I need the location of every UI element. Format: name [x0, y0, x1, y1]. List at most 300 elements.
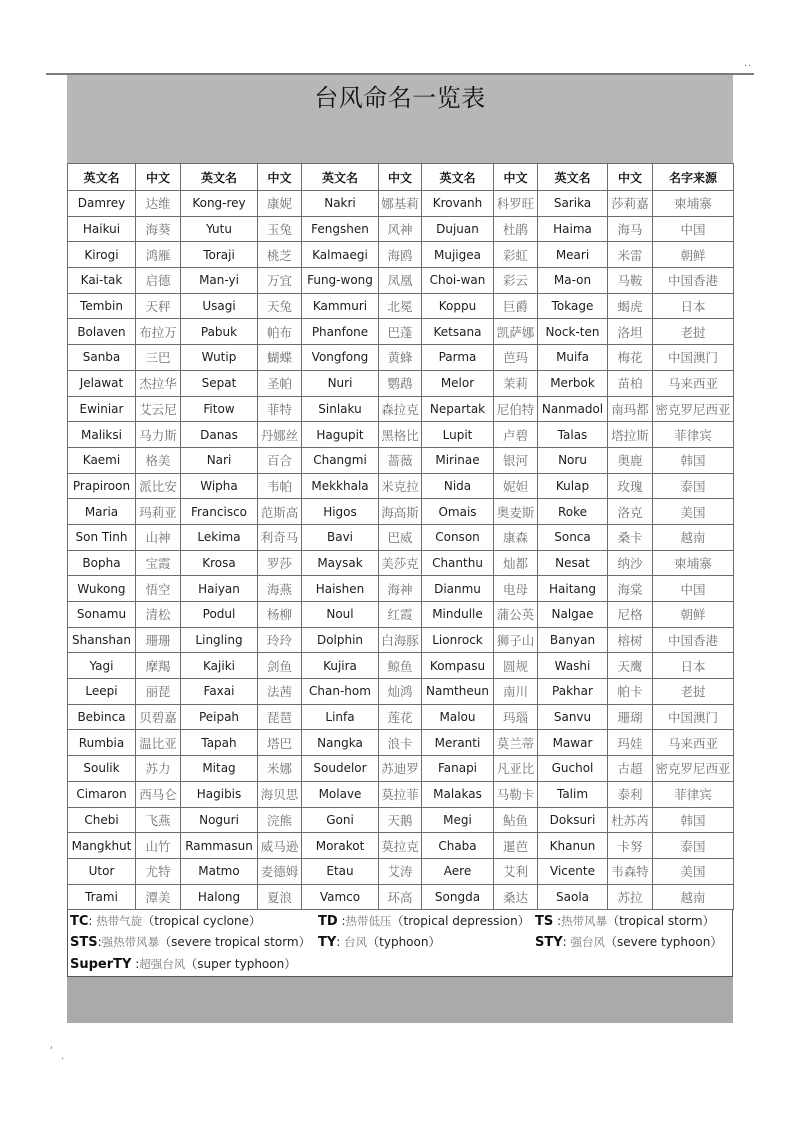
english-name-cell: Tokage — [538, 293, 608, 319]
english-name-cell: Mitag — [181, 756, 258, 782]
chinese-name-cell: 百合 — [258, 447, 302, 473]
chinese-name-cell: 艾云尼 — [136, 396, 181, 422]
english-name-cell: Nesat — [538, 550, 608, 576]
english-name-cell: Noguri — [181, 807, 258, 833]
english-name-cell: Omais — [422, 499, 494, 525]
english-name-cell: Nanmadol — [538, 396, 608, 422]
english-name-cell: Rumbia — [68, 730, 136, 756]
english-name-cell: Sonamu — [68, 602, 136, 628]
table-row — [68, 319, 734, 345]
chinese-name-cell: 马勒卡 — [494, 781, 538, 807]
english-name-cell: Francisco — [181, 499, 258, 525]
chinese-name-cell: 琵琶 — [258, 704, 302, 730]
english-name-cell: Damrey — [68, 191, 136, 217]
legend-en: （tropical storm） — [607, 914, 715, 929]
english-name-cell: Halong — [181, 884, 258, 910]
english-name-cell: Maysak — [302, 550, 379, 576]
english-name-cell: Meari — [538, 242, 608, 268]
legend-zh: 超强台风 — [139, 956, 186, 971]
chinese-name-cell: 启德 — [136, 268, 181, 294]
header-row — [68, 164, 734, 191]
chinese-name-cell: 潭美 — [136, 884, 181, 910]
english-name-cell: Khanun — [538, 833, 608, 859]
english-name-cell: Goni — [302, 807, 379, 833]
chinese-name-cell: 尤特 — [136, 858, 181, 884]
origin-cell: 中国 — [653, 216, 734, 242]
english-name-cell: Kajiki — [181, 653, 258, 679]
chinese-name-cell: 海棠 — [608, 576, 653, 602]
origin-cell: 泰国 — [653, 833, 734, 859]
chinese-name-cell: 夏浪 — [258, 884, 302, 910]
chinese-name-cell: 纳沙 — [608, 550, 653, 576]
chinese-name-cell: 苗柏 — [608, 370, 653, 396]
origin-cell: 朝鲜 — [653, 602, 734, 628]
english-name-cell: Guchol — [538, 756, 608, 782]
legend-abbr: STY — [535, 935, 563, 951]
english-name-cell: Kujira — [302, 653, 379, 679]
table-row — [68, 730, 734, 756]
legend-abbr: TC — [70, 914, 89, 930]
table-row — [68, 781, 734, 807]
english-name-cell: Nida — [422, 473, 494, 499]
english-name-cell: Fengshen — [302, 216, 379, 242]
footer-mark: ' — [50, 1046, 53, 1056]
english-name-cell: Kai-tak — [68, 268, 136, 294]
chinese-name-cell: 妮妲 — [494, 473, 538, 499]
english-name-cell: Nalgae — [538, 602, 608, 628]
chinese-name-cell: 卢碧 — [494, 422, 538, 448]
english-name-cell: Wutip — [181, 345, 258, 371]
chinese-name-cell: 马力斯 — [136, 422, 181, 448]
english-name-cell: Jelawat — [68, 370, 136, 396]
chinese-name-cell: 圣帕 — [258, 370, 302, 396]
chinese-name-cell: 海贝思 — [258, 781, 302, 807]
column-header-english: 英文名 — [68, 164, 136, 191]
chinese-name-cell: 彩虹 — [494, 242, 538, 268]
chinese-name-cell: 天秤 — [136, 293, 181, 319]
chinese-name-cell: 电母 — [494, 576, 538, 602]
chinese-name-cell: 菲特 — [258, 396, 302, 422]
chinese-name-cell: 范斯高 — [258, 499, 302, 525]
column-header-chinese: 中文 — [608, 164, 653, 191]
table-row — [68, 370, 734, 396]
english-name-cell: Noru — [538, 447, 608, 473]
page-title: 台风命名一览表 — [314, 84, 486, 112]
table-row — [68, 499, 734, 525]
english-name-cell: Yagi — [68, 653, 136, 679]
chinese-name-cell: 娜基莉 — [379, 191, 422, 217]
legend-sep: : — [97, 935, 102, 950]
origin-cell: 马来西亚 — [653, 730, 734, 756]
english-name-cell: Lupit — [422, 422, 494, 448]
legend-zh: 热带气旋 — [96, 914, 143, 929]
english-name-cell: Maria — [68, 499, 136, 525]
legend-sep: : — [562, 935, 571, 950]
english-name-cell: Haiyan — [181, 576, 258, 602]
column-header-chinese: 中文 — [258, 164, 302, 191]
origin-cell: 美国 — [653, 499, 734, 525]
english-name-cell: Man-yi — [181, 268, 258, 294]
english-name-cell: Wukong — [68, 576, 136, 602]
english-name-cell: Kammuri — [302, 293, 379, 319]
english-name-cell: Dolphin — [302, 627, 379, 653]
english-name-cell: Chaba — [422, 833, 494, 859]
english-name-cell: Megi — [422, 807, 494, 833]
chinese-name-cell: 环高 — [379, 884, 422, 910]
chinese-name-cell: 灿都 — [494, 550, 538, 576]
chinese-name-cell: 凡亚比 — [494, 756, 538, 782]
footer-band — [67, 977, 733, 1023]
chinese-name-cell: 凯萨娜 — [494, 319, 538, 345]
legend-sep: : — [88, 914, 97, 929]
origin-cell: 泰国 — [653, 473, 734, 499]
table-row — [68, 653, 734, 679]
chinese-name-cell: 罗莎 — [258, 550, 302, 576]
chinese-name-cell: 宝霞 — [136, 550, 181, 576]
chinese-name-cell: 韦帕 — [258, 473, 302, 499]
chinese-name-cell: 塔巴 — [258, 730, 302, 756]
english-name-cell: Rammasun — [181, 833, 258, 859]
chinese-name-cell: 西马仑 — [136, 781, 181, 807]
english-name-cell: Parma — [422, 345, 494, 371]
english-name-cell: Peipah — [181, 704, 258, 730]
chinese-name-cell: 北冕 — [379, 293, 422, 319]
chinese-name-cell: 黄蜂 — [379, 345, 422, 371]
origin-cell: 柬埔寨 — [653, 191, 734, 217]
chinese-name-cell: 派比安 — [136, 473, 181, 499]
english-name-cell: Merbok — [538, 370, 608, 396]
table-row — [68, 242, 734, 268]
table-row — [68, 447, 734, 473]
english-name-cell: Vongfong — [302, 345, 379, 371]
origin-cell: 中国香港 — [653, 268, 734, 294]
english-name-cell: Bopha — [68, 550, 136, 576]
chinese-name-cell: 浪卡 — [379, 730, 422, 756]
chinese-name-cell: 桑卡 — [608, 524, 653, 550]
chinese-name-cell: 帕布 — [258, 319, 302, 345]
table-row — [68, 884, 734, 910]
chinese-name-cell: 银河 — [494, 447, 538, 473]
chinese-name-cell: 天鹅 — [379, 807, 422, 833]
chinese-name-cell: 莫兰蒂 — [494, 730, 538, 756]
chinese-name-cell: 蝎虎 — [608, 293, 653, 319]
chinese-name-cell: 利奇马 — [258, 524, 302, 550]
chinese-name-cell: 梅花 — [608, 345, 653, 371]
english-name-cell: Podul — [181, 602, 258, 628]
english-name-cell: Mirinae — [422, 447, 494, 473]
english-name-cell: Danas — [181, 422, 258, 448]
origin-cell: 老挝 — [653, 319, 734, 345]
table-row — [68, 576, 734, 602]
chinese-name-cell: 尼伯特 — [494, 396, 538, 422]
english-name-cell: Aere — [422, 858, 494, 884]
chinese-name-cell: 浣熊 — [258, 807, 302, 833]
footer-mark: . — [61, 1052, 64, 1062]
chinese-name-cell: 蝴蝶 — [258, 345, 302, 371]
origin-cell: 越南 — [653, 524, 734, 550]
english-name-cell: Prapiroon — [68, 473, 136, 499]
chinese-name-cell: 玉兔 — [258, 216, 302, 242]
chinese-name-cell: 苏拉 — [608, 884, 653, 910]
chinese-name-cell: 清松 — [136, 602, 181, 628]
column-header-english: 英文名 — [422, 164, 494, 191]
chinese-name-cell: 美莎克 — [379, 550, 422, 576]
english-name-cell: Melor — [422, 370, 494, 396]
english-name-cell: Washi — [538, 653, 608, 679]
origin-cell: 中国 — [653, 576, 734, 602]
chinese-name-cell: 万宜 — [258, 268, 302, 294]
table-row — [68, 602, 734, 628]
chinese-name-cell: 海神 — [379, 576, 422, 602]
origin-cell: 中国澳门 — [653, 704, 734, 730]
english-name-cell: Roke — [538, 499, 608, 525]
english-name-cell: Son Tinh — [68, 524, 136, 550]
chinese-name-cell: 榕树 — [608, 627, 653, 653]
english-name-cell: Talas — [538, 422, 608, 448]
legend-item-superty — [70, 954, 296, 975]
english-name-cell: Sinlaku — [302, 396, 379, 422]
english-name-cell: Ewiniar — [68, 396, 136, 422]
english-name-cell: Sanvu — [538, 704, 608, 730]
english-name-cell: Lekima — [181, 524, 258, 550]
chinese-name-cell: 洛克 — [608, 499, 653, 525]
english-name-cell: Banyan — [538, 627, 608, 653]
chinese-name-cell: 科罗旺 — [494, 191, 538, 217]
origin-cell: 韩国 — [653, 807, 734, 833]
chinese-name-cell: 灿鸿 — [379, 679, 422, 705]
table-row — [68, 216, 734, 242]
english-name-cell: Vicente — [538, 858, 608, 884]
table-row — [68, 524, 734, 550]
chinese-name-cell: 康妮 — [258, 191, 302, 217]
chinese-name-cell: 飞燕 — [136, 807, 181, 833]
english-name-cell: Pabuk — [181, 319, 258, 345]
chinese-name-cell: 鲸鱼 — [379, 653, 422, 679]
chinese-name-cell: 玛瑙 — [494, 704, 538, 730]
english-name-cell: Nuri — [302, 370, 379, 396]
legend-abbr: TY — [318, 935, 337, 951]
chinese-name-cell: 格美 — [136, 447, 181, 473]
column-header-english: 英文名 — [538, 164, 608, 191]
origin-cell: 朝鲜 — [653, 242, 734, 268]
chinese-name-cell: 玛娃 — [608, 730, 653, 756]
legend-sep: : — [553, 914, 562, 929]
origin-cell: 日本 — [653, 653, 734, 679]
legend-sep: : — [336, 935, 345, 950]
english-name-cell: Ma-on — [538, 268, 608, 294]
table-row — [68, 191, 734, 217]
corner-mark: .. — [744, 59, 752, 69]
chinese-name-cell: 丹娜丝 — [258, 422, 302, 448]
column-header-chinese: 中文 — [379, 164, 422, 191]
column-header-chinese: 中文 — [136, 164, 181, 191]
table-row — [68, 396, 734, 422]
chinese-name-cell: 莲花 — [379, 704, 422, 730]
chinese-name-cell: 康森 — [494, 524, 538, 550]
legend-item-sts — [70, 932, 311, 953]
legend-en: （super typhoon） — [185, 956, 297, 971]
english-name-cell: Phanfone — [302, 319, 379, 345]
english-name-cell: Fanapi — [422, 756, 494, 782]
english-name-cell: Fung-wong — [302, 268, 379, 294]
legend-en: （severe tropical storm） — [159, 935, 311, 950]
legend-en: （severe typhoon） — [605, 935, 723, 950]
chinese-name-cell: 帕卡 — [608, 679, 653, 705]
english-name-cell: Cimaron — [68, 781, 136, 807]
english-name-cell: Faxai — [181, 679, 258, 705]
english-name-cell: Mindulle — [422, 602, 494, 628]
english-name-cell: Molave — [302, 781, 379, 807]
legend-abbr: STS — [70, 935, 98, 951]
chinese-name-cell: 海马 — [608, 216, 653, 242]
chinese-name-cell: 森拉克 — [379, 396, 422, 422]
chinese-name-cell: 温比亚 — [136, 730, 181, 756]
english-name-cell: Haikui — [68, 216, 136, 242]
chinese-name-cell: 珊瑚 — [608, 704, 653, 730]
legend-zh: 强台风 — [570, 935, 606, 950]
english-name-cell: Bolaven — [68, 319, 136, 345]
english-name-cell: Nakri — [302, 191, 379, 217]
chinese-name-cell: 杰拉华 — [136, 370, 181, 396]
english-name-cell: Maliksi — [68, 422, 136, 448]
chinese-name-cell: 泰利 — [608, 781, 653, 807]
english-name-cell: Mangkhut — [68, 833, 136, 859]
english-name-cell: Kulap — [538, 473, 608, 499]
chinese-name-cell: 法茜 — [258, 679, 302, 705]
english-name-cell: Trami — [68, 884, 136, 910]
legend-zh: 强热带风暴 — [101, 935, 160, 950]
english-name-cell: Mujigea — [422, 242, 494, 268]
title-band — [67, 75, 733, 163]
english-name-cell: Mekkhala — [302, 473, 379, 499]
chinese-name-cell: 珊珊 — [136, 627, 181, 653]
english-name-cell: Lionrock — [422, 627, 494, 653]
origin-cell: 密克罗尼西亚 — [653, 756, 734, 782]
origin-cell: 老挝 — [653, 679, 734, 705]
legend-item-tc — [70, 911, 261, 932]
chinese-name-cell: 南玛都 — [608, 396, 653, 422]
legend-abbr: TS — [535, 914, 554, 930]
chinese-name-cell: 洛坦 — [608, 319, 653, 345]
english-name-cell: Bavi — [302, 524, 379, 550]
chinese-name-cell: 海燕 — [258, 576, 302, 602]
chinese-name-cell: 芭玛 — [494, 345, 538, 371]
origin-cell: 菲律宾 — [653, 781, 734, 807]
table-row — [68, 293, 734, 319]
chinese-name-cell: 三巴 — [136, 345, 181, 371]
legend-item-td — [318, 911, 530, 932]
english-name-cell: Malou — [422, 704, 494, 730]
chinese-name-cell: 杜苏芮 — [608, 807, 653, 833]
column-header-english: 英文名 — [181, 164, 258, 191]
chinese-name-cell: 桑达 — [494, 884, 538, 910]
chinese-name-cell: 杜鹃 — [494, 216, 538, 242]
chinese-name-cell: 韦森特 — [608, 858, 653, 884]
legend-abbr: TD — [318, 914, 338, 930]
chinese-name-cell: 彩云 — [494, 268, 538, 294]
chinese-name-cell: 麦德姆 — [258, 858, 302, 884]
english-name-cell: Nangka — [302, 730, 379, 756]
english-name-cell: Krosa — [181, 550, 258, 576]
table-row — [68, 756, 734, 782]
chinese-name-cell: 尼格 — [608, 602, 653, 628]
chinese-name-cell: 杨柳 — [258, 602, 302, 628]
legend-zh: 热带风暴 — [561, 914, 608, 929]
english-name-cell: Nock-ten — [538, 319, 608, 345]
table-row — [68, 345, 734, 371]
table-row — [68, 268, 734, 294]
english-name-cell: Kong-rey — [181, 191, 258, 217]
origin-cell: 中国澳门 — [653, 345, 734, 371]
chinese-name-cell: 莫拉菲 — [379, 781, 422, 807]
chinese-name-cell: 茉莉 — [494, 370, 538, 396]
chinese-name-cell: 巨爵 — [494, 293, 538, 319]
table-row — [68, 704, 734, 730]
english-name-cell: Kompasu — [422, 653, 494, 679]
table-row — [68, 679, 734, 705]
english-name-cell: Leepi — [68, 679, 136, 705]
table-row — [68, 473, 734, 499]
chinese-name-cell: 丽琵 — [136, 679, 181, 705]
english-name-cell: Chan-hom — [302, 679, 379, 705]
english-name-cell: Noul — [302, 602, 379, 628]
chinese-name-cell: 艾涛 — [379, 858, 422, 884]
english-name-cell: Kaemi — [68, 447, 136, 473]
english-name-cell: Krovanh — [422, 191, 494, 217]
chinese-name-cell: 巴蓬 — [379, 319, 422, 345]
english-name-cell: Tapah — [181, 730, 258, 756]
chinese-name-cell: 卡努 — [608, 833, 653, 859]
english-name-cell: Muifa — [538, 345, 608, 371]
english-name-cell: Haishen — [302, 576, 379, 602]
english-name-cell: Shanshan — [68, 627, 136, 653]
english-name-cell: Doksuri — [538, 807, 608, 833]
chinese-name-cell: 海鸥 — [379, 242, 422, 268]
chinese-name-cell: 威马逊 — [258, 833, 302, 859]
chinese-name-cell: 米雷 — [608, 242, 653, 268]
column-header-chinese: 中文 — [494, 164, 538, 191]
chinese-name-cell: 天兔 — [258, 293, 302, 319]
legend-zh: 台风 — [344, 935, 368, 950]
chinese-name-cell: 莫拉克 — [379, 833, 422, 859]
chinese-name-cell: 蔷薇 — [379, 447, 422, 473]
chinese-name-cell: 海葵 — [136, 216, 181, 242]
chinese-name-cell: 奥麦斯 — [494, 499, 538, 525]
english-name-cell: Linfa — [302, 704, 379, 730]
table-row — [68, 833, 734, 859]
english-name-cell: Dujuan — [422, 216, 494, 242]
english-name-cell: Talim — [538, 781, 608, 807]
english-name-cell: Sepat — [181, 370, 258, 396]
english-name-cell: Meranti — [422, 730, 494, 756]
chinese-name-cell: 贝碧嘉 — [136, 704, 181, 730]
chinese-name-cell: 玲玲 — [258, 627, 302, 653]
english-name-cell: Soudelor — [302, 756, 379, 782]
chinese-name-cell: 白海豚 — [379, 627, 422, 653]
chinese-name-cell: 达维 — [136, 191, 181, 217]
chinese-name-cell: 摩羯 — [136, 653, 181, 679]
origin-cell: 中国香港 — [653, 627, 734, 653]
english-name-cell: Changmi — [302, 447, 379, 473]
english-name-cell: Namtheun — [422, 679, 494, 705]
chinese-name-cell: 黑格比 — [379, 422, 422, 448]
chinese-name-cell: 巴威 — [379, 524, 422, 550]
typhoon-names-table — [67, 163, 734, 910]
table-row — [68, 858, 734, 884]
chinese-name-cell: 桃芝 — [258, 242, 302, 268]
origin-cell: 美国 — [653, 858, 734, 884]
english-name-cell: Lingling — [181, 627, 258, 653]
